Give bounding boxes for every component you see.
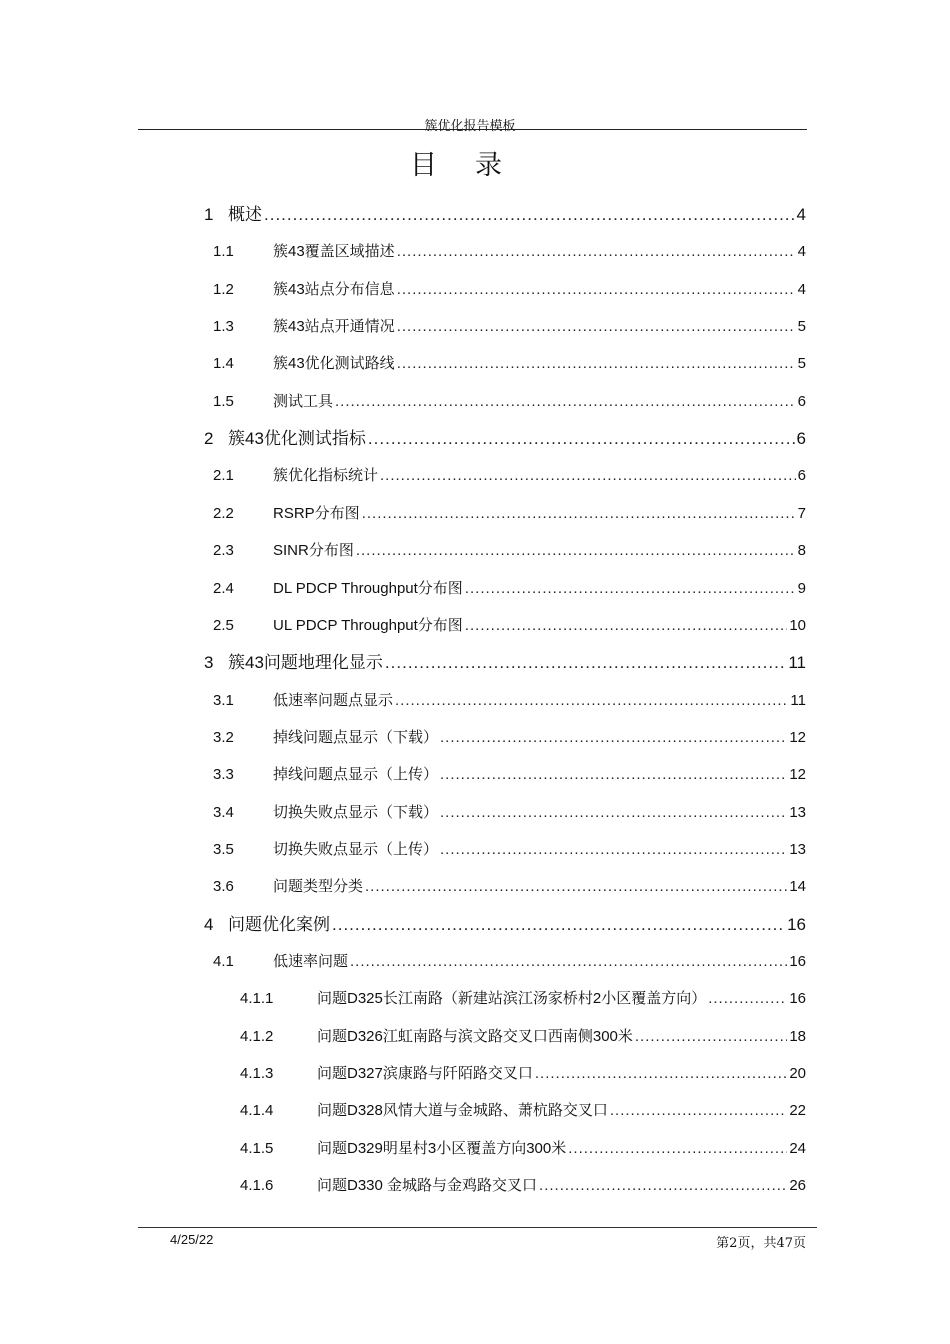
toc-entry[interactable] bbox=[240, 1063, 806, 1085]
toc-entry-title: 切换失败点显示（下载） bbox=[273, 803, 439, 821]
toc-entry-page: 22 bbox=[789, 1102, 806, 1120]
toc-entry-page: 8 bbox=[797, 542, 806, 560]
toc-entry-number: 3.6 bbox=[213, 878, 234, 896]
toc-dot-leader bbox=[385, 652, 786, 674]
toc-entry[interactable] bbox=[213, 615, 806, 637]
toc-entry[interactable] bbox=[204, 204, 806, 226]
footer-page-info: 第2页，共47页 bbox=[716, 1236, 806, 1251]
toc-dot-leader bbox=[397, 279, 796, 301]
toc-entry-title: 概述 bbox=[228, 205, 262, 224]
toc-entry-number: 1.5 bbox=[213, 392, 234, 410]
toc-entry[interactable] bbox=[213, 503, 806, 525]
toc-dot-leader bbox=[465, 578, 796, 600]
toc-entry-number: 1.3 bbox=[213, 318, 234, 336]
toc-entry-title: 问题D327滨康路与阡陌路交叉口 bbox=[317, 1065, 533, 1083]
toc-entry-number: 3.4 bbox=[213, 803, 234, 821]
footer-date: 4/25/22 bbox=[170, 1232, 214, 1247]
header-rule bbox=[138, 129, 807, 130]
toc-entry[interactable] bbox=[240, 1100, 806, 1122]
footer-rule bbox=[138, 1227, 817, 1228]
toc-entry-page: 18 bbox=[789, 1027, 806, 1045]
toc-entry[interactable] bbox=[213, 876, 806, 898]
toc-entry-title: 簇43覆盖区域描述 bbox=[273, 243, 395, 261]
toc-entry-page: 13 bbox=[789, 803, 806, 821]
toc-entry[interactable] bbox=[213, 839, 806, 861]
toc-dot-leader bbox=[395, 690, 788, 712]
toc-entry-page: 12 bbox=[789, 728, 806, 746]
toc-entry-title: 问题D328风情大道与金城路、萧杭路交叉口 bbox=[317, 1102, 608, 1120]
toc-entry-number: 4.1 bbox=[213, 953, 234, 970]
toc-entry-title: 问题D330 金城路与金鸡路交叉口 bbox=[317, 1177, 538, 1195]
toc-dot-leader bbox=[535, 1063, 787, 1085]
toc-entry-number: 4.1.1 bbox=[240, 990, 274, 1008]
toc-entry-number: 4 bbox=[204, 914, 214, 934]
toc-entry-title: 问题优化案例 bbox=[228, 914, 330, 934]
toc-entry-title: 簇43站点开通情况 bbox=[273, 318, 395, 336]
toc-entry-title: RSRP分布图 bbox=[273, 504, 360, 522]
toc-entry[interactable] bbox=[240, 1175, 806, 1197]
toc-entry[interactable] bbox=[213, 391, 806, 413]
toc-dot-leader bbox=[368, 428, 795, 450]
toc-entry-number: 1.1 bbox=[213, 243, 234, 261]
toc-entry-page: 13 bbox=[789, 840, 806, 858]
toc-entry[interactable] bbox=[240, 1026, 806, 1048]
toc-dot-leader bbox=[335, 391, 796, 413]
toc-dot-leader bbox=[365, 876, 787, 898]
toc-entry-page: 11 bbox=[788, 653, 806, 673]
toc-entry[interactable] bbox=[240, 1138, 806, 1160]
toc-entry-number: 1.2 bbox=[213, 280, 234, 298]
toc-entry-page: 16 bbox=[789, 953, 806, 970]
toc-entry-page: 14 bbox=[789, 878, 806, 896]
toc-entry-title: 问题D325长江南路（新建站滨江汤家桥村2小区覆盖方向） bbox=[317, 990, 707, 1008]
toc-entry-page: 24 bbox=[789, 1139, 806, 1157]
toc-entry-number: 3.5 bbox=[213, 840, 234, 858]
toc-entry[interactable] bbox=[213, 353, 806, 375]
page-header-text: 簇优化报告模板 bbox=[424, 119, 516, 134]
toc-entry-title: 低速率问题 bbox=[273, 953, 349, 970]
toc-entry-number: 4.1.4 bbox=[240, 1102, 274, 1120]
toc-entry[interactable] bbox=[213, 578, 806, 600]
toc-entry-number: 4.1.2 bbox=[240, 1027, 274, 1045]
toc-entry-number: 2.3 bbox=[213, 542, 234, 560]
toc-entry-title: 簇优化指标统计 bbox=[273, 467, 379, 485]
toc-entry-number: 3.3 bbox=[213, 766, 234, 784]
toc-dot-leader bbox=[568, 1138, 787, 1160]
toc-dot-leader bbox=[264, 204, 795, 226]
toc-entry-number: 3.2 bbox=[213, 728, 234, 746]
toc-dot-leader bbox=[397, 241, 796, 263]
toc-entry-page: 16 bbox=[787, 914, 806, 934]
toc-entry[interactable] bbox=[213, 279, 806, 301]
toc-entry-title: 测试工具 bbox=[273, 392, 334, 410]
toc-entry-number: 1.4 bbox=[213, 355, 234, 373]
toc-entry-page: 16 bbox=[789, 990, 806, 1008]
toc-entry-page: 6 bbox=[797, 392, 806, 410]
toc-entry[interactable] bbox=[213, 540, 806, 562]
toc-entry-number: 2.1 bbox=[213, 467, 234, 485]
toc-entry-title: 掉线问题点显示（下载） bbox=[273, 728, 439, 746]
toc-entry-title: DL PDCP Throughput分布图 bbox=[273, 579, 463, 597]
toc-entry[interactable] bbox=[213, 690, 806, 712]
toc-entry-number: 2 bbox=[204, 429, 214, 449]
toc-entry[interactable] bbox=[213, 316, 806, 338]
toc-entry-page: 4 bbox=[796, 205, 806, 224]
toc-entry-number: 4.1.5 bbox=[240, 1139, 274, 1157]
toc-dot-leader bbox=[332, 914, 785, 936]
toc-entry-page: 4 bbox=[797, 243, 806, 261]
toc-dot-leader bbox=[440, 727, 787, 749]
toc-dot-leader bbox=[440, 802, 787, 824]
toc-entry[interactable] bbox=[240, 988, 806, 1010]
toc-entry-title: 簇43问题地理化显示 bbox=[228, 653, 383, 673]
toc-entry-number: 2.4 bbox=[213, 579, 234, 597]
toc-entry-number: 2.2 bbox=[213, 504, 234, 522]
toc-entry-title: SINR分布图 bbox=[273, 542, 354, 560]
toc-dot-leader bbox=[380, 465, 796, 487]
toc-entry-page: 11 bbox=[790, 691, 806, 709]
toc-entry-title: 切换失败点显示（上传） bbox=[273, 840, 439, 858]
toc-entry-title: UL PDCP Throughput分布图 bbox=[273, 616, 463, 634]
toc-entry[interactable] bbox=[204, 914, 806, 936]
toc-dot-leader bbox=[397, 353, 796, 375]
toc-dot-leader bbox=[440, 764, 787, 786]
toc-entry-page: 6 bbox=[796, 429, 806, 449]
toc-entry-page: 5 bbox=[797, 318, 806, 336]
toc-entry-title: 簇43优化测试指标 bbox=[228, 429, 366, 449]
toc-dot-leader bbox=[708, 988, 787, 1010]
toc-entry[interactable] bbox=[213, 764, 806, 786]
toc-entry-page: 4 bbox=[797, 280, 806, 298]
toc-heading: 目录 bbox=[410, 150, 540, 181]
toc-entry[interactable] bbox=[213, 727, 806, 749]
toc-entry-number: 3.1 bbox=[213, 691, 234, 709]
toc-entry[interactable] bbox=[213, 241, 806, 263]
toc-entry[interactable] bbox=[213, 802, 806, 824]
toc-dot-leader bbox=[635, 1026, 787, 1048]
toc-dot-leader bbox=[350, 951, 787, 973]
toc-dot-leader bbox=[356, 540, 796, 562]
toc-entry-page: 26 bbox=[789, 1177, 806, 1195]
toc-entry-page: 5 bbox=[797, 355, 806, 373]
toc-entry-number: 4.1.3 bbox=[240, 1065, 274, 1083]
toc-entry-title: 问题D326江虹南路与滨文路交叉口西南侧300米 bbox=[317, 1027, 633, 1045]
toc-entry-page: 6 bbox=[797, 467, 806, 485]
toc-entry[interactable] bbox=[204, 428, 806, 450]
toc-entry-title: 掉线问题点显示（上传） bbox=[273, 766, 439, 784]
toc-entry-page: 7 bbox=[797, 504, 806, 522]
toc-dot-leader bbox=[362, 503, 796, 525]
toc-entry-page: 20 bbox=[789, 1065, 806, 1083]
toc-entry-number: 4.1.6 bbox=[240, 1177, 274, 1195]
toc-entry[interactable] bbox=[204, 652, 806, 674]
toc-entry-page: 12 bbox=[789, 766, 806, 784]
toc-entry-number: 1 bbox=[204, 205, 214, 224]
toc-dot-leader bbox=[539, 1175, 787, 1197]
toc-entry-page: 10 bbox=[789, 616, 806, 634]
toc-dot-leader bbox=[610, 1100, 787, 1122]
toc-entry-title: 簇43优化测试路线 bbox=[273, 355, 395, 373]
toc-dot-leader bbox=[440, 839, 787, 861]
toc-entry[interactable] bbox=[213, 951, 806, 973]
toc-entry[interactable] bbox=[213, 465, 806, 487]
toc-dot-leader bbox=[397, 316, 796, 338]
toc-entry-title: 问题D329明星村3小区覆盖方向300米 bbox=[317, 1139, 567, 1157]
toc-entry-title: 低速率问题点显示 bbox=[273, 691, 394, 709]
toc-entry-title: 簇43站点分布信息 bbox=[273, 280, 395, 298]
toc-entry-page: 9 bbox=[797, 579, 806, 597]
toc-entry-title: 问题类型分类 bbox=[273, 878, 364, 896]
toc-entry-number: 2.5 bbox=[213, 616, 234, 634]
toc-entry-number: 3 bbox=[204, 653, 214, 673]
toc-dot-leader bbox=[465, 615, 788, 637]
